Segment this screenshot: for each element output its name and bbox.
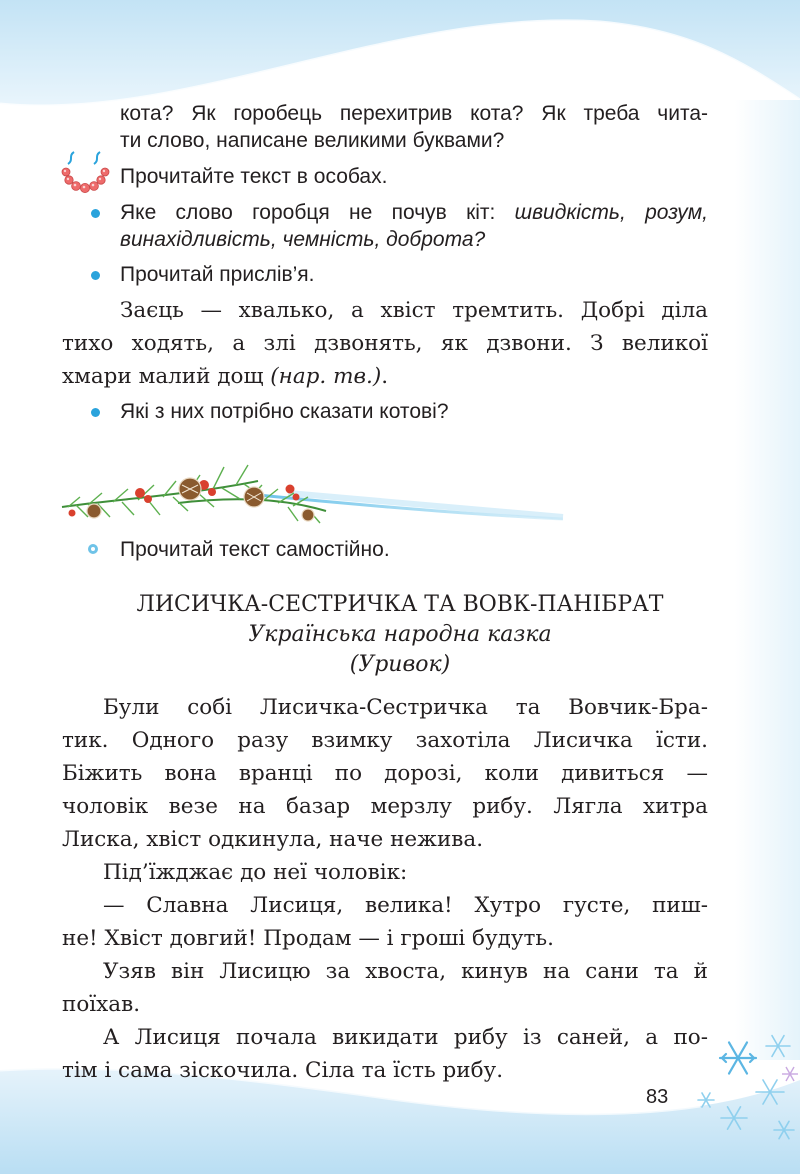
bullet-icon (91, 209, 100, 218)
question-text: Яке слово горобця не почув кіт: (120, 201, 515, 224)
pine-branch-decoration (58, 455, 568, 530)
story-line-6: Під’їжджає до неї чоловік: (103, 860, 408, 885)
story-line-10: поїхав. (62, 992, 141, 1017)
story-line-1: Були собі Лисичка-Сестричка та Вовчик-Бра- (103, 695, 708, 720)
proverb-period: . (381, 364, 389, 389)
task-read-self: Прочитай текст самостійно. (120, 538, 390, 561)
proverbs-line-3 (62, 364, 388, 389)
page-number: 83 (646, 1086, 669, 1108)
story-line-2: тик. Одного разу взимку захотіла Лисичка їсти. (62, 728, 708, 753)
story-title: ЛИСИЧКА-СЕСТРИЧКА ТА ВОВК-ПАНІБРАТ (136, 592, 664, 617)
story-subtitle: Українська народна казка (248, 622, 552, 647)
proverb-text: хмари малий дощ (62, 364, 271, 389)
ring-bullet-icon (88, 544, 98, 554)
proverbs-line-2: тихо ходять, а злі дзвонять, як дзвони. З великої (62, 331, 708, 356)
story-line-4: чоловік везе на базар мерзлу рибу. Лягла хитра (62, 794, 708, 819)
story-line-9: Узяв він Лисицю за хвоста, кинув на сани та й (103, 959, 708, 984)
bullet-icon (91, 408, 100, 417)
story-line-12: тім і сама зіскочила. Сіла та їсть рибу. (62, 1058, 504, 1083)
story-line-8: не! Хвіст довгий! Продам — і гроші будуть. (62, 926, 554, 951)
story-line-5: Лиска, хвіст одкинула, наче нежива. (62, 827, 484, 852)
proverb-source: (нар. тв.) (270, 364, 382, 389)
story-line-3: Біжить вона вранці по дорозі, коли дивиться — (62, 761, 708, 786)
beads-icon (60, 150, 112, 194)
question-options-2: винахідливість, чемність, доброта? (120, 228, 486, 251)
story-excerpt: (Уривок) (349, 652, 451, 677)
proverbs-line-1: Заєць — хвалько, а хвіст тремтить. Добрі діла (120, 298, 708, 323)
intro-line-1: кота? Як горобець перехитрив кота? Як треба чита- (120, 102, 708, 125)
story-line-11: А Лисиця почала викидати рибу із саней, а по- (103, 1025, 708, 1050)
task-read-roles: Прочитайте текст в особах. (120, 165, 388, 188)
task-read-proverbs: Прочитай прислів’я. (120, 263, 315, 286)
story-line-7: — Славна Лисиця, велика! Хутро густе, пиш- (103, 893, 708, 918)
task-which: Які з них потрібно сказати котові? (120, 400, 449, 423)
snowflake-icon (690, 1020, 800, 1160)
question-options-1: швидкість, розум, (514, 201, 708, 224)
intro-line-2: ти слово, написане великими буквами? (120, 129, 505, 152)
question-line-1 (120, 201, 708, 225)
bullet-icon (91, 271, 100, 280)
